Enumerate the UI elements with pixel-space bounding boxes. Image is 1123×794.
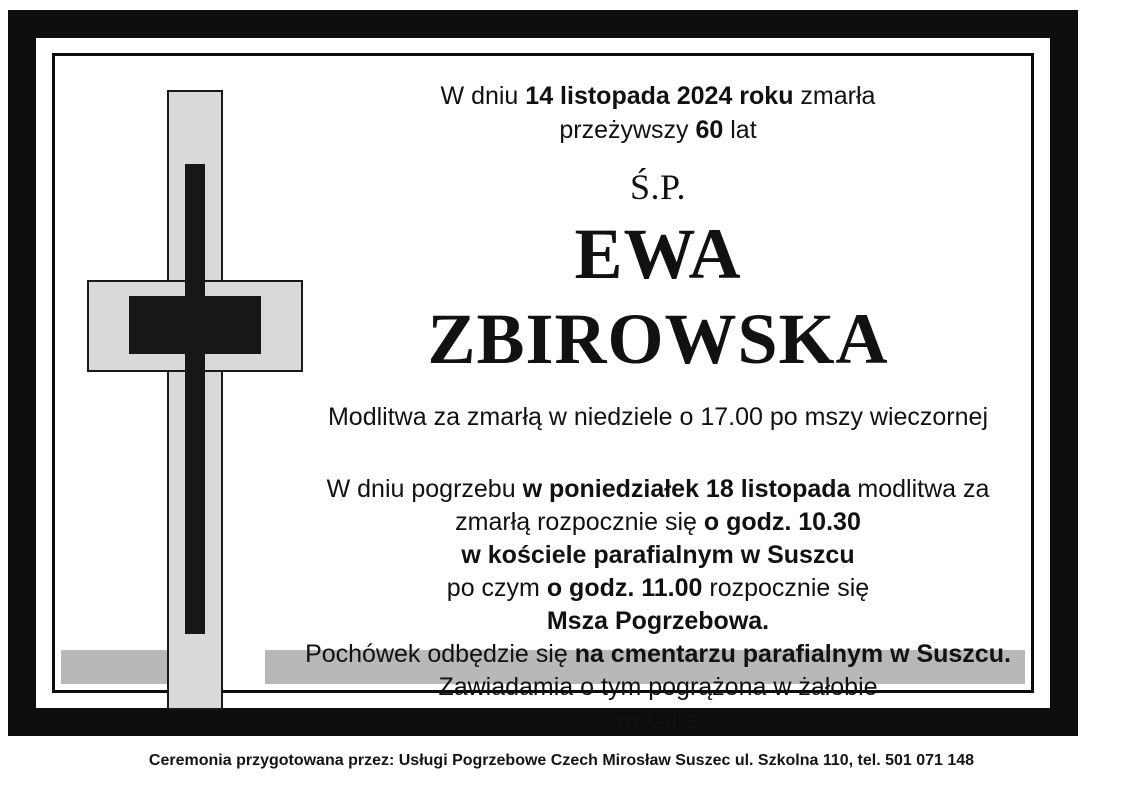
funeral-line-1c: modlitwa za xyxy=(850,475,990,504)
mass-label: Msza Pogrzebowa. xyxy=(546,607,770,636)
funeral-line-4a: po czym xyxy=(446,574,547,603)
funeral-line-8: rodzina xyxy=(617,706,699,735)
funeral-line-1a: W dniu pogrzebu xyxy=(326,475,523,504)
prayer-time: o godz. 10.30 xyxy=(703,508,861,537)
funeral-details xyxy=(305,473,1011,736)
church-location: w kościele parafialnym w Suszcu xyxy=(461,541,855,570)
footer-credit: Ceremonia przygotowana przez: Usługi Pogrzebowe Czech Mirosław Suszec ul. Szkolna 110, tel. 501 071 148 xyxy=(148,752,975,769)
frame-white-gap xyxy=(36,38,1050,735)
cross-icon xyxy=(75,90,325,710)
funeral-line-6 xyxy=(305,638,1011,670)
cross-vertical-inner xyxy=(185,164,205,634)
age-line xyxy=(305,114,1011,146)
prayer-line: Modlitwa za zmarłą w niedziele o 17.00 po mszy wieczornej xyxy=(327,403,988,432)
funeral-line-4 xyxy=(305,572,1011,604)
notice-text-block xyxy=(305,80,1011,736)
outer-black-frame xyxy=(8,10,1078,736)
deceased-first-name: EWA xyxy=(574,214,742,295)
intro-suffix: zmarła xyxy=(793,82,876,110)
death-date: 14 listopada 2024 roku xyxy=(525,82,794,110)
inner-black-rule xyxy=(52,53,1034,735)
funeral-line-2a: zmarłą rozpocznie się xyxy=(455,508,704,537)
funeral-line-4c: rozpocznie się xyxy=(702,574,870,603)
funeral-line-1 xyxy=(305,473,1011,505)
mass-time: o godz. 11.00 xyxy=(546,574,703,603)
funeral-date: w poniedziałek 18 listopada xyxy=(522,475,851,504)
deceased-last-name: ZBIROWSKA xyxy=(427,298,889,379)
funeral-line-6a: Pochówek odbędzie się xyxy=(305,640,575,669)
notice-content xyxy=(55,56,1031,735)
funeral-line-3 xyxy=(305,539,1011,571)
funeral-line-2 xyxy=(305,506,1011,538)
age-suffix: lat xyxy=(723,116,757,144)
intro-prefix: W dniu xyxy=(440,82,526,110)
honorific-label: Ś.P. xyxy=(629,167,687,207)
age-prefix: przeżywszy xyxy=(559,116,696,144)
burial-location: na cmentarzu parafialnym w Suszcu. xyxy=(574,640,1011,669)
death-date-line xyxy=(305,80,1011,112)
age-value: 60 xyxy=(695,116,724,144)
funeral-line-7: Zawiadamia o tym pogrążona w żałobie xyxy=(438,673,878,702)
cross-horizontal-inner xyxy=(129,296,261,354)
funeral-line-5 xyxy=(305,605,1011,637)
